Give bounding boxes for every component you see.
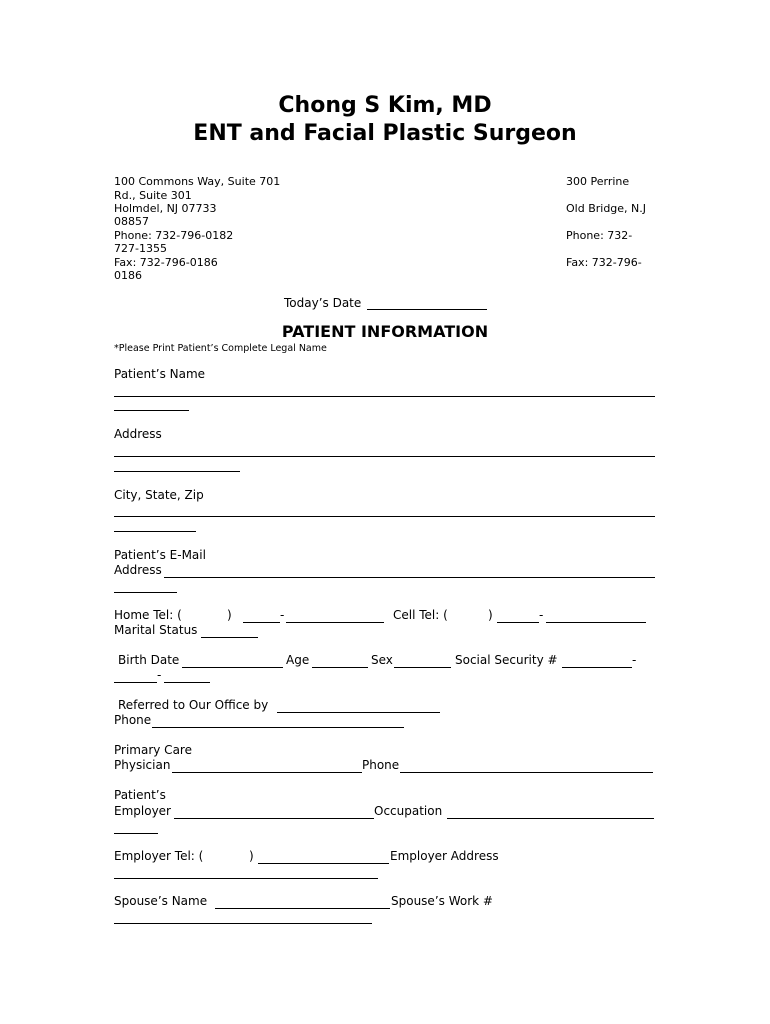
home-tel-number-field[interactable] xyxy=(286,622,384,623)
physician-field[interactable] xyxy=(172,772,362,773)
city-state-zip-field-cont[interactable] xyxy=(114,531,196,532)
employer-field[interactable] xyxy=(174,818,374,819)
address-left-line: Holmdel, NJ 07733 xyxy=(114,202,217,215)
spouse-name-label: Spouse’s Name xyxy=(114,894,208,908)
physician-label: Physician xyxy=(114,758,171,772)
home-tel-paren: ) xyxy=(227,608,232,622)
cell-tel-dash: - xyxy=(539,608,544,622)
cell-tel-prefix-field[interactable] xyxy=(497,622,539,623)
email-field-cont[interactable] xyxy=(114,592,177,593)
sex-field[interactable] xyxy=(394,667,451,668)
address-left-line: 0186 xyxy=(114,269,142,282)
address-right-line: Phone: 732- xyxy=(566,229,633,242)
primary-care-label: Primary Care xyxy=(114,743,192,757)
home-tel-dash: - xyxy=(280,608,285,622)
section-title: PATIENT INFORMATION xyxy=(281,322,489,341)
patient-name-label: Patient’s Name xyxy=(114,367,206,381)
address-left-line: 100 Commons Way, Suite 701 xyxy=(114,175,281,188)
ssn-label: Social Security # xyxy=(455,653,558,667)
address-right-line: Old Bridge, N.J xyxy=(566,202,647,215)
patient-name-field-cont[interactable] xyxy=(114,410,189,411)
birth-date-field[interactable] xyxy=(182,667,283,668)
marital-status-label: Marital Status xyxy=(114,623,198,637)
ssn-field-part2[interactable] xyxy=(114,682,157,683)
address-left-line: 727-1355 xyxy=(114,242,167,255)
referrer-phone-field[interactable] xyxy=(152,727,404,728)
address-field[interactable] xyxy=(114,456,655,457)
occupation-field-cont[interactable] xyxy=(114,833,158,834)
occupation-field[interactable] xyxy=(447,818,654,819)
employer-label-cont: Employer xyxy=(114,804,171,818)
employer-tel-field[interactable] xyxy=(258,863,389,864)
referred-by-field[interactable] xyxy=(277,712,440,713)
doctor-specialty: ENT and Facial Plastic Surgeon xyxy=(193,121,577,146)
email-field[interactable] xyxy=(164,577,655,578)
age-label: Age xyxy=(286,653,310,667)
spouse-work-label: Spouse’s Work # xyxy=(391,894,493,908)
birth-date-label: Birth Date xyxy=(118,653,180,667)
patient-name-field[interactable] xyxy=(114,396,655,397)
address-left-line: Phone: 732-796-0182 xyxy=(114,229,234,242)
address-right-line: 300 Perrine xyxy=(566,175,630,188)
address-left-line: 08857 xyxy=(114,215,149,228)
address-field-cont[interactable] xyxy=(114,471,240,472)
employer-address-label: Employer Address xyxy=(390,849,499,863)
home-tel-label: Home Tel: ( xyxy=(114,608,182,622)
ssn-dash: - xyxy=(157,668,162,682)
physician-phone-field[interactable] xyxy=(400,772,653,773)
email-label: Patient’s E-Mail xyxy=(114,548,206,562)
referrer-phone-label: Phone xyxy=(114,713,152,727)
print-note: *Please Print Patient’s Complete Legal Name xyxy=(114,343,327,354)
address-right-line: Fax: 732-796- xyxy=(566,256,642,269)
address-left-line: Rd., Suite 301 xyxy=(114,189,192,202)
city-state-zip-label: City, State, Zip xyxy=(114,488,204,502)
city-state-zip-field[interactable] xyxy=(114,516,655,517)
address-left-line: Fax: 732-796-0186 xyxy=(114,256,218,269)
sex-label: Sex xyxy=(371,653,393,667)
physician-phone-label: Phone xyxy=(362,758,400,772)
employer-label: Patient’s xyxy=(114,788,166,802)
employer-tel-label: Employer Tel: ( xyxy=(114,849,204,863)
home-tel-prefix-field[interactable] xyxy=(243,622,280,623)
marital-status-field[interactable] xyxy=(201,637,258,638)
spouse-work-field[interactable] xyxy=(114,923,372,924)
occupation-label: Occupation xyxy=(374,804,443,818)
email-label-cont: Address xyxy=(114,563,162,577)
employer-address-field[interactable] xyxy=(114,878,378,879)
doctor-name: Chong S Kim, MD xyxy=(278,93,492,118)
ssn-field-part3[interactable] xyxy=(164,682,210,683)
cell-tel-label: Cell Tel: ( xyxy=(393,608,448,622)
ssn-dash: - xyxy=(632,653,637,667)
ssn-field-part1[interactable] xyxy=(562,667,632,668)
referred-by-label: Referred to Our Office by xyxy=(118,698,269,712)
todays-date-label: Today’s Date xyxy=(284,296,362,310)
address-label: Address xyxy=(114,427,162,441)
cell-tel-paren: ) xyxy=(488,608,493,622)
todays-date-field[interactable] xyxy=(367,309,487,310)
cell-tel-number-field[interactable] xyxy=(546,622,646,623)
age-field[interactable] xyxy=(312,667,368,668)
spouse-name-field[interactable] xyxy=(215,908,390,909)
employer-tel-paren: ) xyxy=(249,849,254,863)
